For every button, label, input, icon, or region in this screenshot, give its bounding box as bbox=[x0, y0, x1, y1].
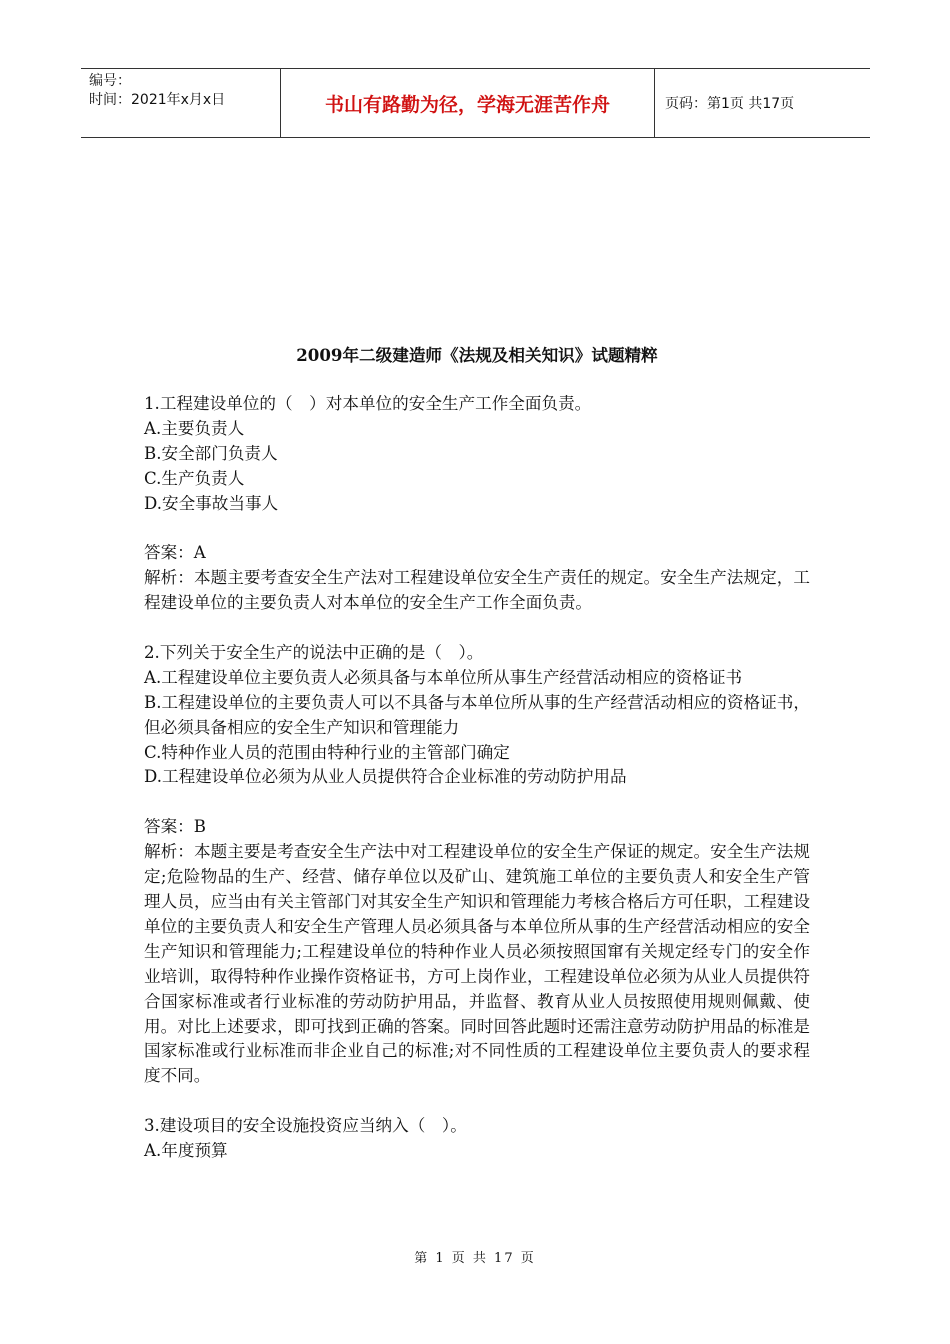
question-1-option-d: D.安全事故当事人 bbox=[144, 493, 279, 513]
question-1-answer: 答案：A bbox=[144, 543, 206, 563]
document-title: 2009年二级建造师《法规及相关知识》试题精粹 bbox=[296, 345, 658, 365]
question-2-option-a: A.工程建设单位主要负责人必须具备与本单位所从事生产经营活动相应的资格证书 bbox=[144, 667, 743, 687]
question-2-option-d: D.工程建设单位必须为从业人员提供符合企业标准的劳动防护用品 bbox=[144, 767, 627, 787]
document-number-label: 编号： bbox=[89, 73, 131, 89]
question-1-option-c: C.生产负责人 bbox=[144, 468, 245, 488]
question-2-answer: 答案：B bbox=[144, 817, 206, 837]
page-footer: 第 1 页 共 17 页 bbox=[414, 1251, 536, 1266]
question-2-option-b: B.工程建设单位的主要负责人可以不具备与本单位所从事的生产经营活动相应的资格证书，但必须具备相应的安全生产知识和管理能力 bbox=[144, 692, 810, 737]
document-time-label: 时间：2021年x月x日 bbox=[89, 92, 226, 108]
question-1-stem: 1.工程建设单位的（ ）对本单位的安全生产工作全面负责。 bbox=[144, 393, 592, 413]
question-3-stem: 3.建设项目的安全设施投资应当纳入（ ）。 bbox=[144, 1116, 467, 1136]
question-3-option-a: A.年度预算 bbox=[144, 1141, 228, 1161]
header-page-info: 页码：第1页 共17页 bbox=[665, 96, 795, 112]
question-1-analysis: 解析：本题主要考查安全生产法对工程建设单位安全生产责任的规定。安全生产法规定，工程建设单位的主要负责人对本单位的安全生产工作全面负责。 bbox=[144, 568, 810, 613]
header-motto: 书山有路勤为径，学海无涯苦作舟 bbox=[281, 69, 655, 137]
header-left-cell bbox=[81, 69, 281, 137]
question-1-option-a: A.主要负责人 bbox=[144, 418, 245, 438]
question-1-option-b: B.安全部门负责人 bbox=[144, 443, 278, 463]
document-body bbox=[144, 343, 810, 1164]
question-2-option-c: C.特种作业人员的范围由特种行业的主管部门确定 bbox=[144, 742, 510, 762]
question-2-analysis: 解析：本题主要是考查安全生产法中对工程建设单位的安全生产保证的规定。安全生产法规定;危险物品的生产、经营、储存单位以及矿山、建筑施工单位的主要负责人和安全生产管理人员，应当由有关主管部门对其安全生产知识和管理能力考核合格后方可任职，工程建设单位的主要负责人和安全生产管理人员必须具备与本单位所从事的生产经营活动相应的安全生产知识和管理能力;工程建设单位的特种作业人员必须按照国窜有关规定经专门的安全作业培训，取得特种作业操作资格证书，方可上岗作业，工程建设单位必须为从业人员提供符合国家标准或者行业标准的劳动防护用品，并监督、教育从业人员按照使用规则佩戴、使用。对比上述要求，即可找到正确的答案。同时回答此题时还需注意劳动防护用品的标准是国家标准或行业标准而非企业自己的标准;对不同性质的工程建设单位主要负责人的要求程度不同。 bbox=[144, 842, 810, 1086]
page-header bbox=[81, 68, 870, 138]
question-2-stem: 2.下列关于安全生产的说法中正确的是（ ）。 bbox=[144, 642, 484, 662]
